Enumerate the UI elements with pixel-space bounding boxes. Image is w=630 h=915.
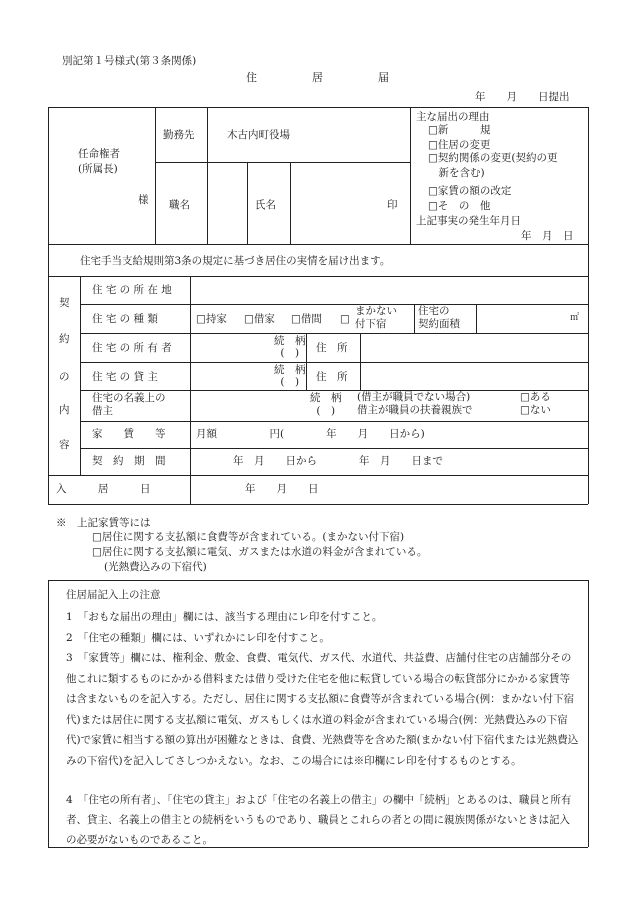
reason-move-checkbox[interactable]: □住居の変更: [428, 139, 491, 151]
move-in-label: 入 居 日: [56, 483, 151, 495]
type-rented-room-checkbox[interactable]: □借間: [291, 313, 322, 325]
position-label: 職名: [169, 199, 190, 211]
nominal-yes-checkbox[interactable]: □ある: [520, 391, 551, 403]
boarding-with-meals-label: まかない 付下宿: [355, 305, 397, 330]
form-reference: 別記第１号様式(第３条関係): [62, 55, 197, 67]
appointing-authority-label: 任命権者 (所属長): [78, 148, 120, 175]
nominal-lessee-label: 住宅の名義上の 借主: [92, 392, 166, 417]
reasons-title: 主な届出の理由: [416, 111, 490, 123]
reason-rent-change-checkbox[interactable]: □家賃の額の改定: [428, 185, 512, 197]
reason-new-checkbox[interactable]: □新 規: [428, 124, 491, 136]
owner-label: 住 宅 の 所 有 者: [92, 342, 172, 354]
lender-address-field[interactable]: [366, 369, 582, 385]
contract-area-label: 住宅の 契約面積: [418, 305, 460, 330]
occurrence-date-label: 上記事実の発生年月日: [416, 215, 521, 227]
rent-label: 家 賃 等: [92, 428, 166, 440]
instruction-item-2: 2 「住宅の種類」欄には、いずれかにレ印を付すこと。: [66, 632, 330, 644]
name-label: 氏名: [255, 199, 276, 211]
housing-type-label: 住 宅 の 種 類: [92, 313, 158, 325]
owner-address-field[interactable]: [366, 340, 582, 356]
nominal-condition-1: (借主が職員でない場合): [357, 391, 471, 403]
workplace-label: 勤務先: [163, 129, 195, 141]
lender-address-label: 住 所: [316, 371, 348, 383]
lender-relation[interactable]: 続 柄 ( ): [274, 364, 306, 388]
instruction-item-4: 4 「住宅の所有者」、「住宅の貸主」および「住宅の名義上の借主」の欄中「続柄」とあるのは、職員と所有者、貸主、名義上の借主との続柄をいうものであり、職員とこれらの者との間に親族関係がないときは記入の必要がないものであること。: [66, 794, 572, 846]
reason-other-checkbox[interactable]: □そ の 他: [428, 200, 491, 212]
seal-mark: 印: [387, 199, 398, 211]
type-rented-house-checkbox[interactable]: □借家: [244, 313, 275, 325]
move-in-value[interactable]: 年 月 日: [245, 483, 319, 495]
rent-note-heading: ※ 上記家賃等には: [56, 517, 151, 529]
side-char-3: の: [59, 371, 70, 383]
submission-date: 年 月 日提出: [475, 91, 570, 103]
side-char-2: 約: [59, 333, 70, 345]
lender-label: 住 宅 の 貸 主: [92, 371, 158, 383]
area-field[interactable]: [482, 310, 562, 326]
meals-included-checkbox[interactable]: □居住に関する支払額に食費等が含まれている。(まかない付下宿): [92, 531, 405, 543]
nominal-relation[interactable]: 続 柄 ( ): [310, 392, 342, 417]
utilities-included-checkbox[interactable]: □居住に関する支払額に電気、ガスまたは水道の料金が含まれている。: [92, 546, 428, 558]
name-field[interactable]: [300, 198, 380, 212]
page-title: 住 居 届: [246, 71, 389, 84]
position-field[interactable]: [224, 198, 244, 212]
side-char-4: 内: [59, 404, 70, 416]
location-field[interactable]: [196, 283, 584, 299]
type-owned-checkbox[interactable]: □持家: [196, 313, 227, 325]
type-boarding-checkbox[interactable]: □: [340, 313, 350, 325]
side-char-5: 容: [59, 439, 70, 451]
workplace-value[interactable]: 木古内町役場: [227, 129, 290, 141]
side-char-1: 契: [59, 297, 70, 309]
owner-relation[interactable]: 続 柄 ( ): [274, 335, 306, 359]
instructions-title: 住居届記入上の注意: [66, 589, 161, 601]
instruction-item-3: 3 「家賃等」欄には、権利金、敷金、食費、電気代、ガス代、水道代、共益費、店舗付住宅の店舗部分その他これに類するものにかかる借料または借り受けた住宅を他に転貸している場合の転貸部分にかかる家賃等は含まないものを記入する。ただし、居住に関する支払額に食費等が含まれている場合(例：まかない付下宿代)または居住に関する支払額に電気、ガスもしくは水道の料金が含まれている場合(例：光熱費込みの下宿代)で家賃に相当する額の算出が困難なときは、食費、光熱費等を含めた額(まかない付下宿代または光熱費込みの下宿代)を記入してさしつかえない。なお、この場合には※印欄にレ印を付するものとする。: [66, 652, 579, 767]
declaration-text: 住宅手当支給規則第3条の規定に基づき居住の実情を届け出ます。: [80, 255, 391, 267]
nominal-no-checkbox[interactable]: □ない: [520, 404, 551, 416]
contract-period-value[interactable]: 年 月 日から 年 月 日まで: [233, 455, 443, 467]
utilities-included-note: (光熱費込みの下宿代): [104, 561, 207, 573]
instruction-item-1: 1 「おもな届出の理由」欄には、該当する理由にレ印を付すこと。: [66, 611, 383, 623]
reason-contract-change-checkbox[interactable]: □契約関係の変更(契約の更 新を含む): [428, 152, 558, 179]
nominal-condition-2: 借主が職員の扶養親族で: [357, 404, 473, 416]
rent-value[interactable]: 月額 円( 年 月 日から): [196, 428, 425, 440]
location-label: 住 宅 の 所 在 地: [92, 284, 172, 296]
area-unit: ㎡: [570, 313, 580, 323]
contract-period-label: 契 約 期 間: [92, 455, 166, 467]
occurrence-date-value[interactable]: 年 月 日: [521, 230, 574, 242]
honorific: 様: [138, 194, 149, 206]
owner-address-label: 住 所: [316, 342, 348, 354]
